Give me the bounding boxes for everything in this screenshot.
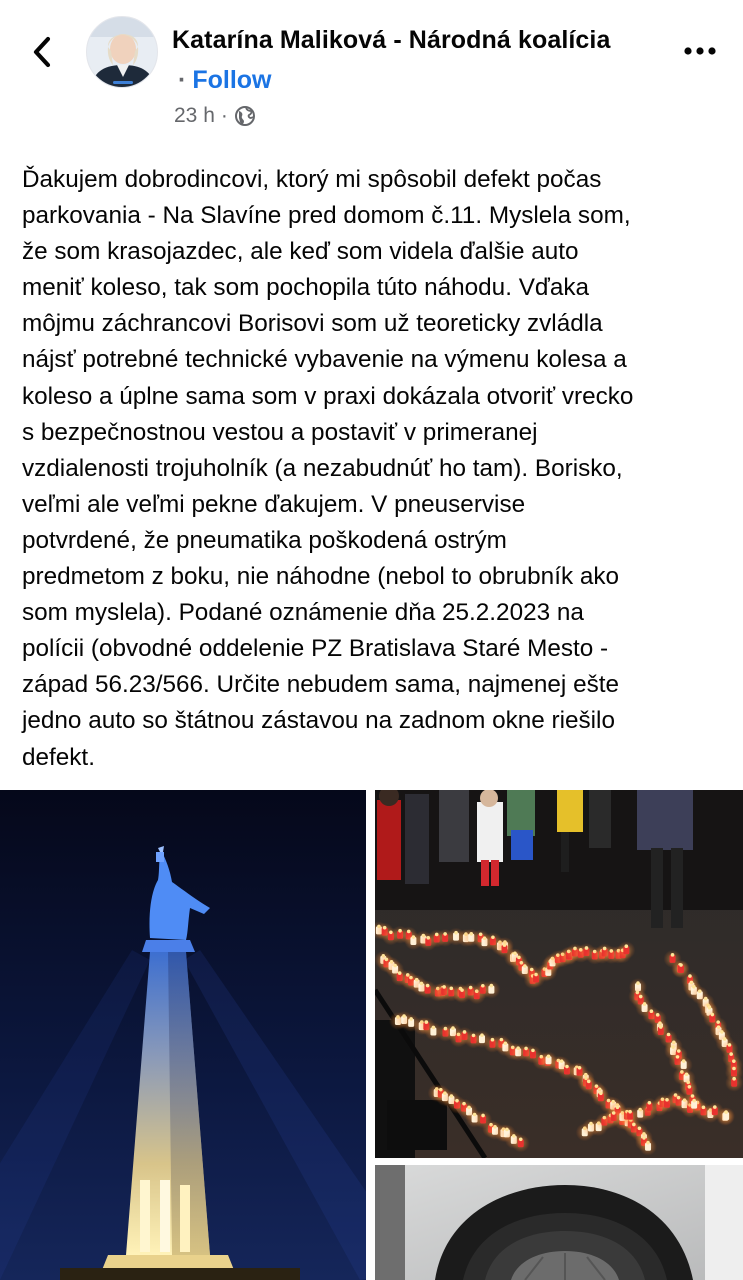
candle-flame <box>646 1141 650 1145</box>
candle-flame <box>643 1002 647 1006</box>
candle-flame <box>682 1059 686 1063</box>
candle-flame <box>547 1054 551 1058</box>
candle-flame <box>732 1059 736 1063</box>
candle-flame <box>565 1065 569 1069</box>
candle-flame <box>636 981 640 985</box>
candle-flame <box>688 974 692 978</box>
candle-flame <box>692 1099 696 1103</box>
candle-flame <box>732 1077 736 1081</box>
candle-flame <box>685 1072 689 1076</box>
candle-flame <box>720 1030 724 1034</box>
candle-flame <box>425 1020 429 1024</box>
candle-flame <box>587 1080 591 1084</box>
candle-flame <box>451 1026 455 1030</box>
more-options-button[interactable] <box>680 36 720 66</box>
candle-flame <box>723 1037 727 1041</box>
candle-flame <box>732 1067 736 1071</box>
candle-flame <box>467 1106 471 1110</box>
candle-flame <box>667 1033 671 1037</box>
post-timestamp[interactable]: 23 h <box>174 104 215 127</box>
candle-flame <box>708 1006 712 1010</box>
candle-flame <box>480 1033 484 1037</box>
chevron-left-icon <box>31 35 53 69</box>
candle-flame <box>409 1017 413 1021</box>
candle-flame <box>560 1059 564 1063</box>
photo-candle-vigil[interactable] <box>375 790 743 1158</box>
candle-flame <box>426 984 430 988</box>
candle-flame <box>625 944 629 948</box>
candle-flame <box>659 1025 663 1029</box>
author-name[interactable]: Katarína Maliková - Národná koalícia <box>172 26 611 54</box>
candle-flame <box>656 1013 660 1017</box>
candle-flame <box>704 997 708 1001</box>
candle-flame <box>393 964 397 968</box>
follow-separator: · <box>178 66 187 94</box>
candle-flame <box>679 963 683 967</box>
post-header <box>0 0 743 140</box>
candle-flame <box>648 1101 652 1105</box>
post-text: Ďakujem dobrodincovi, ktorý mi spôsobil defekt počas parkovania - Na Slavíne pred domom č.11. Myslela som, že som krasojazdec, ale keď som videla ďalšie auto meniť koleso, tak som pochopila túto náhodu. Vďaka môjmu záchrancovi Borisovi som už teoreticky zvládla nájsť potrebné technické vybavenie na výmenu kolesa a koleso a úplne sama som v praxi dokázala otvoriť vrecko s bezpečnostnou vestou a postaviť v primeranej vzdialenosti trojuholník (a nezabudnúť ho tam). Borisko, veľmi ale veľmi pekne ďakujem. V pneuservise potvrdené, že pneumatika poškodená ostrým predmetom z boku, nie náhodne (nebol to obrubník ako som myslela). Podané oznámenie dňa 25.2.2023 na polícii (obvodné oddelenie PZ Bratislava Staré Mesto - západ 56.23/566. Určite nebudem sama, najmenej ešte jedno auto so štátnou zástavou na zadnom okne riešilo defekt. <box>22 166 634 771</box>
candle-flame <box>531 1049 535 1053</box>
candle-flame <box>729 1052 733 1056</box>
candle-flame <box>443 932 447 936</box>
back-button[interactable] <box>24 32 60 72</box>
candle-flame <box>454 931 458 935</box>
candle-flame <box>578 1066 582 1070</box>
meta-separator: · <box>220 104 228 127</box>
candle-flame <box>463 1030 467 1034</box>
candle-flame <box>671 953 675 957</box>
avatar[interactable] <box>86 16 158 88</box>
globe-icon <box>234 105 256 127</box>
candle-flame <box>688 1085 692 1089</box>
post-meta <box>174 104 256 128</box>
candle-flame <box>519 1137 523 1141</box>
more-horizontal-icon <box>683 46 717 56</box>
candle-flame <box>713 1105 717 1109</box>
candle-flame <box>724 1110 728 1114</box>
candle-flame <box>599 1091 603 1095</box>
follow-button[interactable]: Follow <box>192 66 272 94</box>
candle-flame <box>698 989 702 993</box>
candle-flame <box>432 1026 436 1030</box>
follow-row <box>178 66 271 95</box>
candle-flame <box>503 943 507 947</box>
candle-flame <box>639 995 643 999</box>
candle-flame <box>585 946 589 950</box>
candle-flame <box>728 1043 732 1047</box>
candle-flame <box>481 1114 485 1118</box>
photo-tire[interactable] <box>375 1165 743 1280</box>
candle-flame <box>491 935 495 939</box>
candle-flame <box>504 1042 508 1046</box>
candle-flame <box>490 984 494 988</box>
candle-flame <box>711 1013 715 1017</box>
photo-monument[interactable] <box>0 790 366 1280</box>
candle-flame <box>638 1126 642 1130</box>
candle-flame <box>505 1128 509 1132</box>
